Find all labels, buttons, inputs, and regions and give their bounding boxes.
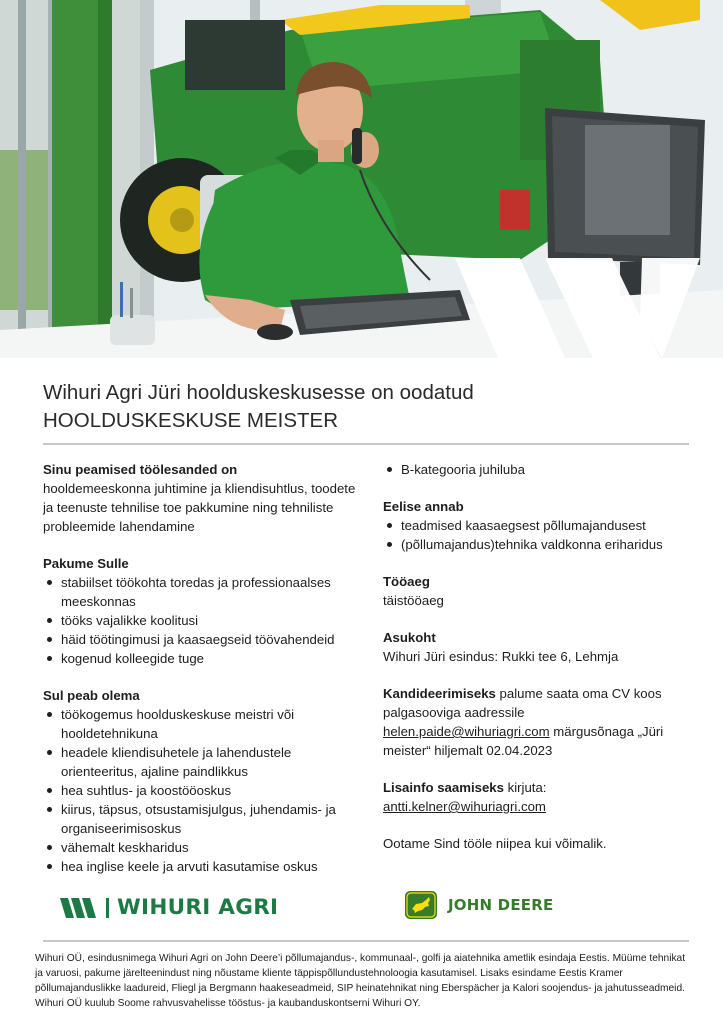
duties-title: Sinu peamised töölesanded on bbox=[43, 462, 238, 477]
left-column bbox=[43, 460, 363, 894]
divider-top bbox=[43, 443, 689, 445]
right-column bbox=[383, 460, 703, 871]
list-item: (põllumajandus)tehnika valdkonna eriharidus bbox=[383, 535, 703, 554]
wihuri-w-icon bbox=[60, 898, 98, 918]
john-deere-logo bbox=[404, 890, 553, 920]
closing-text: Ootame Sind tööle niipea kui võimalik. bbox=[383, 836, 607, 851]
deer-emblem-icon bbox=[404, 890, 438, 920]
info-text-1: kirjuta: bbox=[503, 780, 547, 795]
worktime-section bbox=[383, 572, 703, 610]
info-text bbox=[383, 778, 703, 797]
license-list bbox=[383, 460, 703, 479]
list-item: tööks vajalikke koolitusi bbox=[43, 611, 363, 630]
worktime-value: täistööaeg bbox=[383, 593, 444, 608]
headline bbox=[43, 379, 693, 435]
offer-section bbox=[43, 554, 363, 668]
list-item: hea suhtlus- ja koostööoskus bbox=[43, 781, 363, 800]
divider-bottom bbox=[43, 940, 689, 942]
list-item: vähemalt keskharidus bbox=[43, 838, 363, 857]
list-item: häid töötingimusi ja kaasaegseid töövahendeid bbox=[43, 630, 363, 649]
worktime-title: Tööaeg bbox=[383, 574, 430, 589]
apply-text bbox=[383, 684, 703, 760]
wihuri-agri-wordmark: WIHURI AGRI bbox=[117, 895, 279, 920]
hero-photo bbox=[0, 0, 723, 358]
requirements-list bbox=[43, 705, 363, 876]
apply-lead: Kandideerimiseks bbox=[383, 686, 496, 701]
advantage-list bbox=[383, 516, 703, 554]
list-item: stabiilset töökohta toredas ja professionaalses meeskonnas bbox=[43, 573, 363, 611]
advantage-section bbox=[383, 497, 703, 554]
advantage-title: Eelise annab bbox=[383, 499, 464, 514]
apply-section bbox=[383, 684, 703, 760]
apply-text-2: märgusõnaga „Jüri meister“ hiljemalt 02.04.2023 bbox=[383, 724, 664, 758]
info-section bbox=[383, 778, 703, 816]
list-item: hea inglise keele ja arvuti kasutamise oskus bbox=[43, 857, 363, 876]
requirements-section bbox=[43, 686, 363, 876]
logo-separator bbox=[106, 898, 109, 918]
wihuri-agri-logo bbox=[60, 895, 278, 920]
apply-text-1: palume saata oma CV koos palgasooviga aadressile bbox=[383, 686, 662, 720]
job-title: HOOLDUSKESKUSE MEISTER bbox=[43, 409, 339, 432]
requirements-title: Sul peab olema bbox=[43, 688, 140, 703]
duties-section bbox=[43, 460, 363, 536]
hero-illustration bbox=[0, 0, 723, 358]
location-value: Wihuri Jüri esindus: Rukki tee 6, Lehmja bbox=[383, 649, 619, 664]
info-email-link[interactable]: antti.kelner@wihuriagri.com bbox=[383, 799, 546, 814]
offer-title: Pakume Sulle bbox=[43, 556, 129, 571]
apply-email-link[interactable]: helen.paide@wihuriagri.com bbox=[383, 724, 550, 739]
duties-text: hooldemeeskonna juhtimine ja kliendisuhtlus, toodete ja teenuste tehnilise toe pakkumine ning tehniliste probleemide lahendamine bbox=[43, 481, 356, 534]
list-item: kiirus, täpsus, otsustamisjulgus, juhendamis- ja organiseerimisoskus bbox=[43, 800, 363, 838]
list-item: teadmised kaasaegsest põllumajandusest bbox=[383, 516, 703, 535]
company-footer: Wihuri OÜ, esindusnimega Wihuri Agri on John Deere’i põllumajandus-, kommunaal-, golfi ja aiatehnika ametlik esindaja Eestis. Müüme tehnikat ja varuosi, pakume järelteenindust ning nõustame kliente täppispõllundustehnoloogia kasutamisel. Lisaks esindame Eestis Kramer põllumajanduslikke laadureid, Fliegl ja Bergmann haakeseadmeid, SIP heinatehnikat ning Eberspächer ja Kalori soojendus- ja jahutusseadmeid. Wihuri OÜ kuulub Soome rahvusvahelisse tööstus- ja kaubanduskontserni Wihuri OY. bbox=[35, 953, 686, 1009]
offer-list bbox=[43, 573, 363, 668]
headline-intro: Wihuri Agri Jüri hoolduskeskusesse on oodatud bbox=[43, 381, 474, 404]
location-title: Asukoht bbox=[383, 630, 436, 645]
list-item: kogenud kolleegide tuge bbox=[43, 649, 363, 668]
list-item: B-kategooria juhiluba bbox=[383, 460, 703, 479]
license-section bbox=[383, 460, 703, 479]
list-item: töökogemus hoolduskeskuse meistri või hooldetehnikuna bbox=[43, 705, 363, 743]
closing-section bbox=[383, 834, 703, 853]
list-item: headele kliendisuhetele ja lahendustele orienteeritus, ajaline paindlikkus bbox=[43, 743, 363, 781]
location-section bbox=[383, 628, 703, 666]
info-lead: Lisainfo saamiseks bbox=[383, 780, 504, 795]
john-deere-wordmark: JOHN DEERE bbox=[448, 896, 554, 914]
